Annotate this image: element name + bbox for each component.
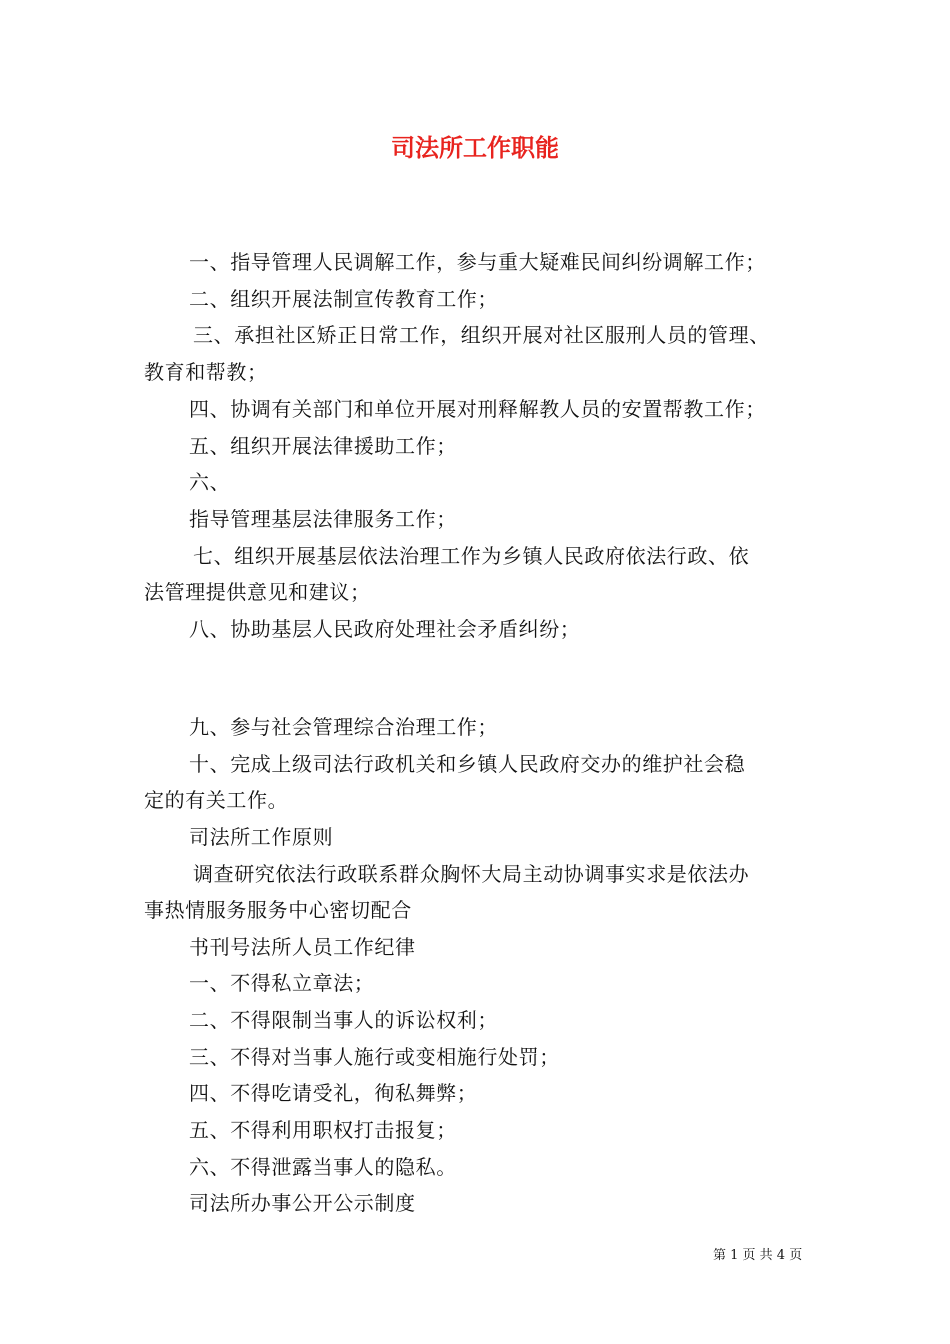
paragraph-line: 九、参与社会管理综合治理工作； [189,715,498,739]
paragraph-line: 四、不得吃请受礼，徇私舞弊； [189,1081,478,1105]
paragraph-line: 司法所办事公开公示制度 [189,1191,416,1215]
paragraph-line: 七、组织开展基层依法治理工作为乡镇人民政府依法行政、依 [193,544,750,568]
page-title: 司法所工作职能 [391,134,559,162]
paragraph-line: 指导管理基层法律服务工作； [189,507,457,531]
paragraph-line: 定的有关工作。 [144,788,289,812]
paragraph-line: 事热情服务服务中心密切配合 [144,898,412,922]
paragraph-line: 八、协助基层人民政府处理社会矛盾纠纷； [189,617,581,641]
paragraph-line: 三、承担社区矫正日常工作，组织开展对社区服刑人员的管理、 [193,323,770,347]
paragraph-line: 十、完成上级司法行政机关和乡镇人民政府交办的维护社会稳 [189,752,746,776]
paragraph-line: 二、组织开展法制宣传教育工作； [189,287,498,311]
paragraph-line: 司法所工作原则 [189,825,334,849]
page-footer: 第 1 页 共 4 页 [713,1248,803,1263]
paragraph-line: 五、不得利用职权打击报复； [189,1118,457,1142]
paragraph-line: 六、不得泄露当事人的隐私。 [189,1155,457,1179]
paragraph-line: 教育和帮教； [144,360,268,384]
paragraph-line: 法管理提供意见和建议； [144,580,371,604]
paragraph-line: 三、不得对当事人施行或变相施行处罚； [189,1045,560,1069]
paragraph-line: 六、 [189,470,231,494]
paragraph-line: 五、组织开展法律援助工作； [189,434,457,458]
paragraph-line: 四、协调有关部门和单位开展对刑释解教人员的安置帮教工作； [189,397,766,421]
paragraph-line: 调查研究依法行政联系群众胸怀大局主动协调事实求是依法办 [193,862,750,886]
paragraph-line: 一、不得私立章法； [189,971,375,995]
paragraph-line: 一、指导管理人民调解工作，参与重大疑难民间纠纷调解工作； [189,250,766,274]
paragraph-line: 书刊号法所人员工作纪律 [189,935,416,959]
paragraph-line: 二、不得限制当事人的诉讼权利； [189,1008,498,1032]
